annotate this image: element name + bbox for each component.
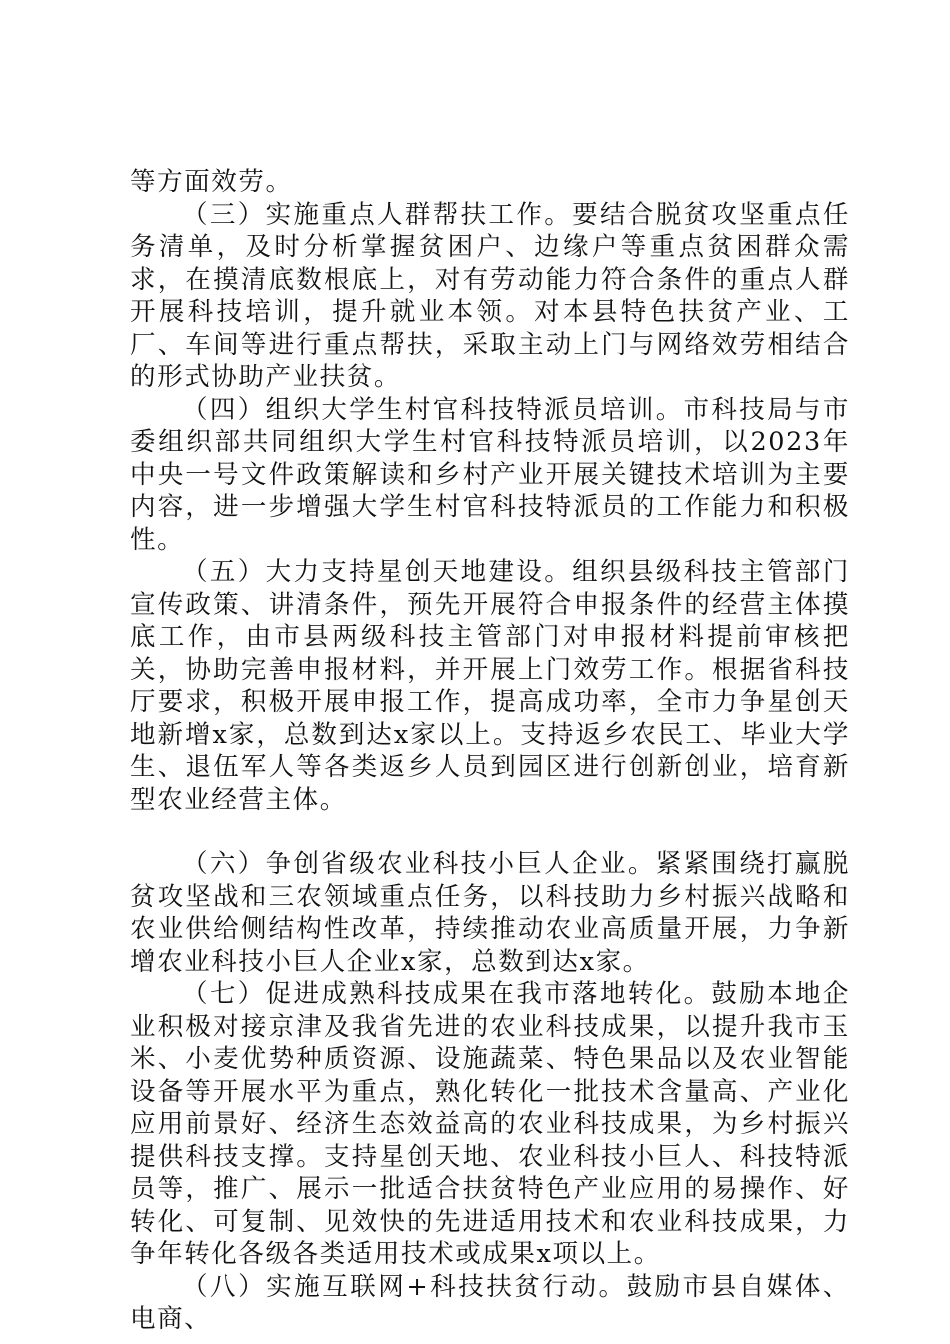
paragraph-section-8: （八）实施互联网+科技扶贫行动。鼓励市县自媒体、电商、 <box>130 1271 850 1334</box>
paragraph-section-4: （四）组织大学生村官科技特派员培训。市科技局与市委组织部共同组织大学生村官科技特派员培训，以2023年中央一号文件政策解读和乡村产业开展关键技术培训为主要内容，进一步增强大学生村官科技特派员的工作能力和积极性。 <box>130 394 850 555</box>
paragraph-section-7: （七）促进成熟科技成果在我市落地转化。鼓励本地企业积极对接京津及我省先进的农业科技成果，以提升我市玉米、小麦优势种质资源、设施蔬菜、特色果品以及农业智能设备等开展水平为重点，熟化转化一批技术含量高、产业化应用前景好、经济生态效益高的农业科技成果，为乡村振兴提供科技支撑。支持星创天地、农业科技小巨人、科技特派员等，推广、展示一批适合扶贫特色产业应用的易操作、好转化、可复制、见效快的先进适用技术和农业科技成果，力争年转化各级各类适用技术或成果x项以上。 <box>130 979 850 1269</box>
paragraph-continuation: 等方面效劳。 <box>130 167 293 197</box>
paragraph-section-5: （五）大力支持星创天地建设。组织县级科技主管部门宣传政策、讲清条件，预先开展符合申报条件的经营主体摸底工作，由市县两级科技主管部门对申报材料提前审核把关，协助完善申报材料，并开展上门效劳工作。根据省科技厅要求，积极开展申报工作，提高成功率，全市力争星创天地新增x家，总数到达x家以上。支持返乡农民工、毕业大学生、退伍军人等各类返乡人员到园区进行创新创业，培育新型农业经营主体。 <box>130 557 850 815</box>
document-body <box>130 166 850 1336</box>
paragraph-section-3: （三）实施重点人群帮扶工作。要结合脱贫攻坚重点任务清单，及时分析掌握贫困户、边缘户等重点贫困群众需求，在摸清底数根底上，对有劳动能力符合条件的重点人群开展科技培训，提升就业本领。对本县特色扶贫产业、工厂、车间等进行重点帮扶，采取主动上门与网络效劳相结合的形式协助产业扶贫。 <box>130 199 850 392</box>
paragraph-section-6: （六）争创省级农业科技小巨人企业。紧紧围绕打赢脱贫攻坚战和三农领域重点任务，以科技助力乡村振兴战略和农业供给侧结构性改革，持续推动农业高质量开展，力争新增农业科技小巨人企业x家，总数到达x家。 <box>130 849 850 977</box>
